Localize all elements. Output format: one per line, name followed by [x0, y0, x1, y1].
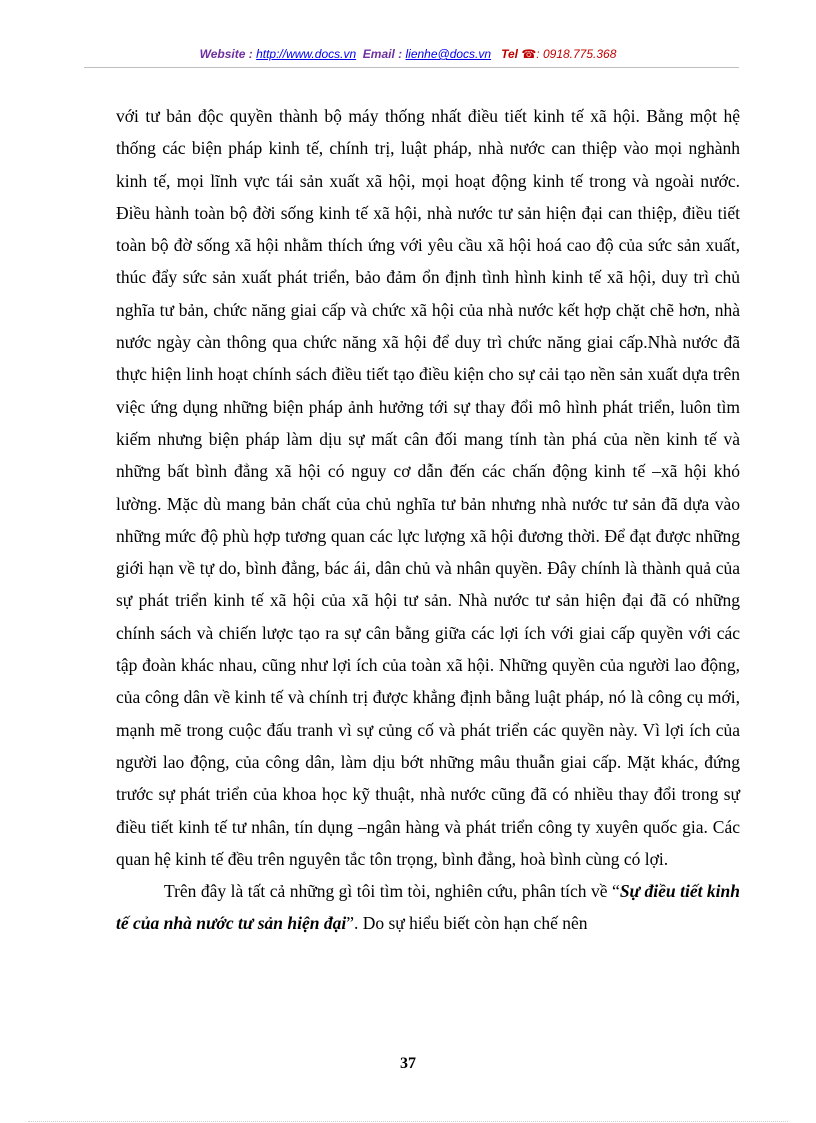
paragraph-2-title: Sự điều tiết kinh tế của nhà nước tư sản hiện đại	[116, 881, 741, 934]
paragraph-2-start: Trên đây là tất cả những gì tôi tìm tòi, nghiên cứu, phân tích về “	[164, 881, 620, 902]
tel-label: Tel	[501, 47, 518, 61]
header-divider	[84, 67, 739, 68]
document-body	[116, 100, 740, 940]
website-label: Website :	[199, 47, 253, 61]
website-link[interactable]: http://www.docs.vn	[256, 47, 357, 61]
email-label: Email :	[362, 47, 403, 61]
phone-number: : 0918.775.368	[536, 47, 617, 61]
footer-divider	[28, 1121, 788, 1122]
phone-icon: ☎	[521, 47, 537, 61]
body-paragraph-2	[116, 875, 740, 940]
paragraph-2-end: ”. Do sự hiểu biết còn hạn chế nên	[346, 913, 588, 934]
email-link[interactable]: lienhe@docs.vn	[405, 47, 492, 61]
body-paragraph-1: với tư bản độc quyền thành bộ máy thống nhất điều tiết kinh tế xã hội. Bằng một hệ thống các biện pháp kinh tế, chính trị, luật pháp, nhà nước can thiệp vào mọi nghành kinh tế, mọi lĩnh vực tái sản xuất xã hội, mọi hoạt động kinh tế trong và ngoài nước. Điều hành toàn bộ đời sống kinh tế xã hội, nhà nước tư sản hiện đại can thiệp, điều tiết toàn bộ đờ sống xã hội nhằm thích ứng với yêu cầu xã hội hoá cao độ của sức sản xuất, thúc đẩy sức sản xuất phát triển, bảo đảm ổn định tình hình kinh tế xã hội, duy trì chủ nghĩa tư bản, chức năng giai cấp và chức xã hội của nhà nước kết hợp chặt chẽ hơn, nhà nước ngày càn thông qua chức năng xã hội để duy trì chức năng giai cấp.Nhà nước đã thực hiện linh hoạt chính sách điều tiết tạo điều kiện cho sự cải tạo nền sản xuất dựa trên việc ứng dụng những biện pháp ảnh hưởng tới sự thay đổi mô hình phát triển, luôn tìm kiếm nhưng biện pháp làm dịu sự mất cân đối mang tính tàn phá của nền kinh tế và những bất bình đẳng xã hội có nguy cơ dẫn đến các chấn động kinh tế –xã hội khó lường. Mặc dù mang bản chất của chủ nghĩa tư bản nhưng nhà nước tư sản đã dựa vào những mức độ phù hợp tương quan các lực lượng xã hội đương thời. Để đạt được những giới hạn về tự do, bình đẳng, bác ái, dân chủ và nhân quyền. Đây chính là thành quả của sự phát triển kinh tế xã hội của xã hội tư sản. Nhà nước tư sản hiện đại đã có những chính sách và chiến lược tạo ra sự cân bằng giữa các lợi ích với giai cấp quyền với các tập đoàn khác nhau, cũng như lợi ích của toàn xã hội. Những quyền của người lao động, của công dân về kinh tế và chính trị được khẳng định bằng luật pháp, nó là công cụ mới, mạnh mẽ trong cuộc đấu tranh vì sự củng cố và phát triển các quyền này. Vì lợi ích của người lao động, của công dân, làm dịu bớt những mâu thuẫn giai cấp. Mặt khác, đứng trước sự phát triển của khoa học kỹ thuật, nhà nước cũng đã có nhiều thay đổi trong sự điều tiết kinh tế tư nhân, tín dụng –ngân hàng và phát triển công ty xuyên quốc gia. Các quan hệ kinh tế đều trên nguyên tắc tôn trọng, bình đẳng, hoà bình cùng có lợi.	[116, 106, 740, 869]
page-number: 37	[400, 1055, 416, 1072]
page-header	[0, 47, 816, 61]
